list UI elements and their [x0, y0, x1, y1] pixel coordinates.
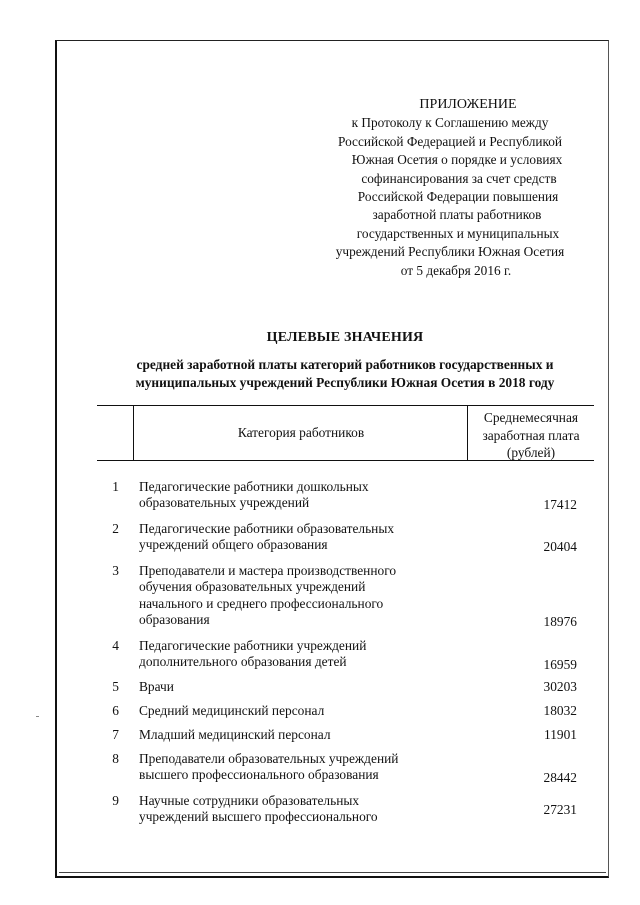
- appendix-block: [300, 96, 600, 280]
- row-value: 18976: [543, 614, 577, 629]
- appendix-line: софинансирования за счет средств: [361, 170, 557, 186]
- row-category: [139, 521, 459, 554]
- row-number: 6: [112, 703, 119, 718]
- row-number: 5: [112, 679, 119, 694]
- category-line: Преподаватели и мастера производственного: [139, 563, 397, 578]
- category-line: Педагогические работники учреждений: [139, 638, 367, 653]
- header-category: Категория работников: [237, 425, 365, 440]
- row-category: [139, 703, 459, 719]
- appendix-line: Российской Федерацией и Республикой: [338, 133, 562, 149]
- row-category: [139, 727, 459, 743]
- header-salary-line: (рублей): [506, 445, 556, 460]
- appendix-line: учреждений Республики Южная Осетия: [335, 244, 565, 260]
- header-salary: [468, 409, 594, 462]
- row-value: 28442: [543, 770, 577, 785]
- category-line: Младший медицинский персонал: [139, 727, 331, 742]
- category-line: Педагогические работники образовательных: [139, 521, 395, 536]
- row-value: 17412: [543, 497, 577, 512]
- row-number: 3: [112, 563, 119, 578]
- category-line: Врачи: [139, 679, 174, 694]
- row-number: 4: [112, 638, 119, 653]
- category-line: начального и среднего профессионального: [139, 595, 384, 611]
- category-line: обучения образовательных учреждений: [139, 579, 366, 595]
- category-line: Преподаватели образовательных учреждений: [139, 751, 399, 766]
- header-salary-line: Среднемесячная: [483, 410, 579, 425]
- row-value: 18032: [543, 703, 577, 718]
- category-line: образовательных учреждений: [139, 495, 310, 511]
- appendix-line: Южная Осетия о порядке и условиях: [351, 152, 563, 168]
- appendix-line: заработной платы работников: [372, 207, 542, 223]
- appendix-line: к Протоколу к Соглашению между: [351, 115, 549, 131]
- category-line: дополнительного образования детей: [139, 654, 347, 670]
- row-value: 16959: [543, 657, 577, 672]
- appendix-line: Российской Федерации повышения: [357, 189, 559, 205]
- row-number: 7: [112, 727, 119, 742]
- appendix-line: государственных и муниципальных: [356, 225, 560, 241]
- row-category: [139, 679, 459, 695]
- row-number: 8: [112, 751, 119, 766]
- row-number: 2: [112, 521, 119, 536]
- row-number: 9: [112, 793, 119, 808]
- row-category: [139, 479, 459, 512]
- row-category: [139, 638, 459, 671]
- row-value: 11901: [544, 727, 577, 742]
- row-number: 1: [112, 479, 119, 494]
- row-category: [139, 563, 459, 629]
- category-line: учреждений общего образования: [139, 537, 328, 553]
- document-title: ЦЕЛЕВЫЕ ЗНАЧЕНИЯ: [266, 330, 424, 345]
- category-line: Педагогические работники дошкольных: [139, 479, 369, 494]
- category-line: образования: [139, 612, 210, 628]
- appendix-date: от 5 декабря 2016 г.: [400, 262, 512, 278]
- row-value: 20404: [543, 539, 577, 554]
- document-subtitle: [95, 356, 595, 392]
- row-value: 30203: [543, 679, 577, 694]
- appendix-title: ПРИЛОЖЕНИЕ: [419, 97, 517, 112]
- subtitle-line: муниципальных учреждений Республики Южная Осетия в 2018 году: [135, 375, 555, 390]
- scan-speck: [36, 716, 39, 717]
- category-line: высшего профессионального образования: [139, 767, 379, 783]
- table-top-rule: [97, 405, 594, 406]
- row-category: [139, 751, 459, 784]
- row-category: [139, 793, 459, 826]
- table-divider: [133, 405, 134, 461]
- row-value: 27231: [543, 802, 577, 817]
- category-line: учреждений высшего профессионального: [139, 809, 378, 825]
- category-line: Средний медицинский персонал: [139, 703, 325, 718]
- subtitle-line: средней заработной платы категорий работников государственных и: [136, 357, 554, 372]
- header-salary-line: заработная плата: [482, 427, 580, 443]
- category-line: Научные сотрудники образовательных: [139, 793, 360, 808]
